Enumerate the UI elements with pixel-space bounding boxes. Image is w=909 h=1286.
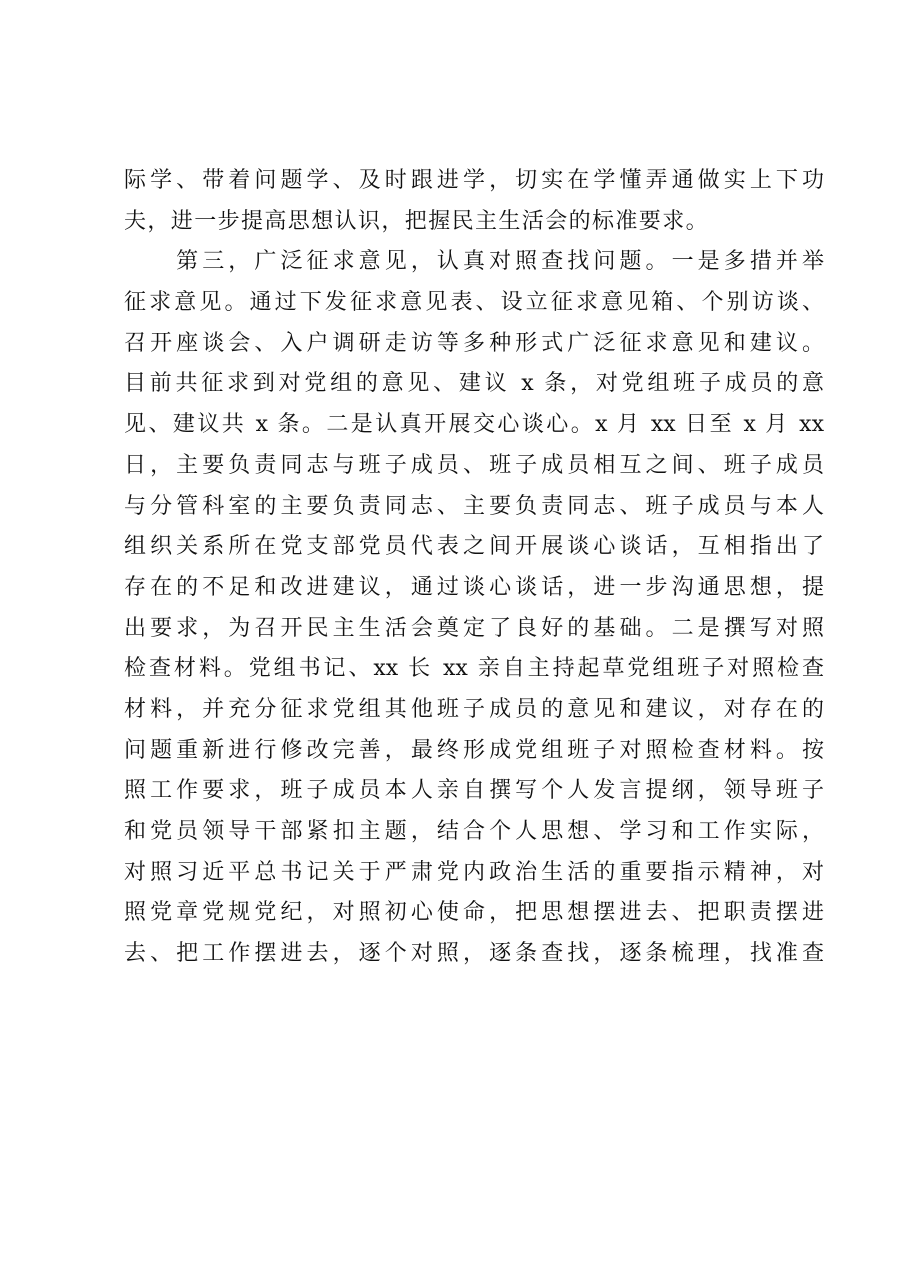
text-line-5: 召开座谈会、入户调研走访等多种形式广泛征求意见和建议。 (124, 330, 824, 356)
body-text (124, 161, 824, 975)
text-line-16: 照工作要求，班子成员本人亲自撰写个人发言提纲，领导班子 (124, 778, 824, 804)
text-line-8: 日，主要负责同志与班子成员、班子成员相互之间、班子成员 (124, 452, 824, 478)
text-line-14: 材料，并充分征求党组其他班子成员的意见和建议，对存在的 (124, 696, 824, 722)
text-line-1: 际学、带着问题学、及时跟进学，切实在学懂弄通做实上下功 (124, 168, 824, 193)
text-line-11: 存在的不足和改进建议，通过谈心谈话，进一步沟通思想，提 (124, 574, 824, 600)
text-line-6: 目前共征求到对党组的意见、建议 x 条，对党组班子成员的意 (124, 371, 824, 397)
text-line-4: 征求意见。通过下发征求意见表、设立征求意见箱、个别访谈、 (124, 290, 824, 316)
text-line-10: 组织关系所在党支部党员代表之间开展谈心谈话，互相指出了 (124, 534, 824, 560)
text-line-9: 与分管科室的主要负责同志、主要负责同志、班子成员与本人 (124, 493, 824, 519)
text-line-12: 出要求，为召开民主生活会奠定了良好的基础。二是撰写对照 (124, 615, 824, 641)
text-line-3: 第三，广泛征求意见，认真对照查找问题。一是多措并举 (124, 249, 824, 275)
text-line-18: 对照习近平总书记关于严肃党内政治生活的重要指示精神，对 (124, 859, 824, 885)
text-line-19: 照党章党规党纪，对照初心使命，把思想摆进去、把职责摆进 (124, 900, 824, 926)
text-line-2: 夫，进一步提高思想认识，把握民主生活会的标准要求。 (124, 208, 710, 234)
text-line-17: 和党员领导干部紧扣主题，结合个人思想、学习和工作实际， (124, 819, 824, 844)
text-line-13: 检查材料。党组书记、xx 长 xx 亲自主持起草党组班子对照检查 (124, 656, 824, 682)
text-line-15: 问题重新进行修改完善，最终形成党组班子对照检查材料。按 (124, 737, 824, 763)
text-line-20: 去、把工作摆进去，逐个对照，逐条查找，逐条梳理，找准查 (124, 941, 824, 967)
text-line-7: 见、建议共 x 条。二是认真开展交心谈心。x 月 xx 日至 x 月 xx (124, 412, 824, 438)
